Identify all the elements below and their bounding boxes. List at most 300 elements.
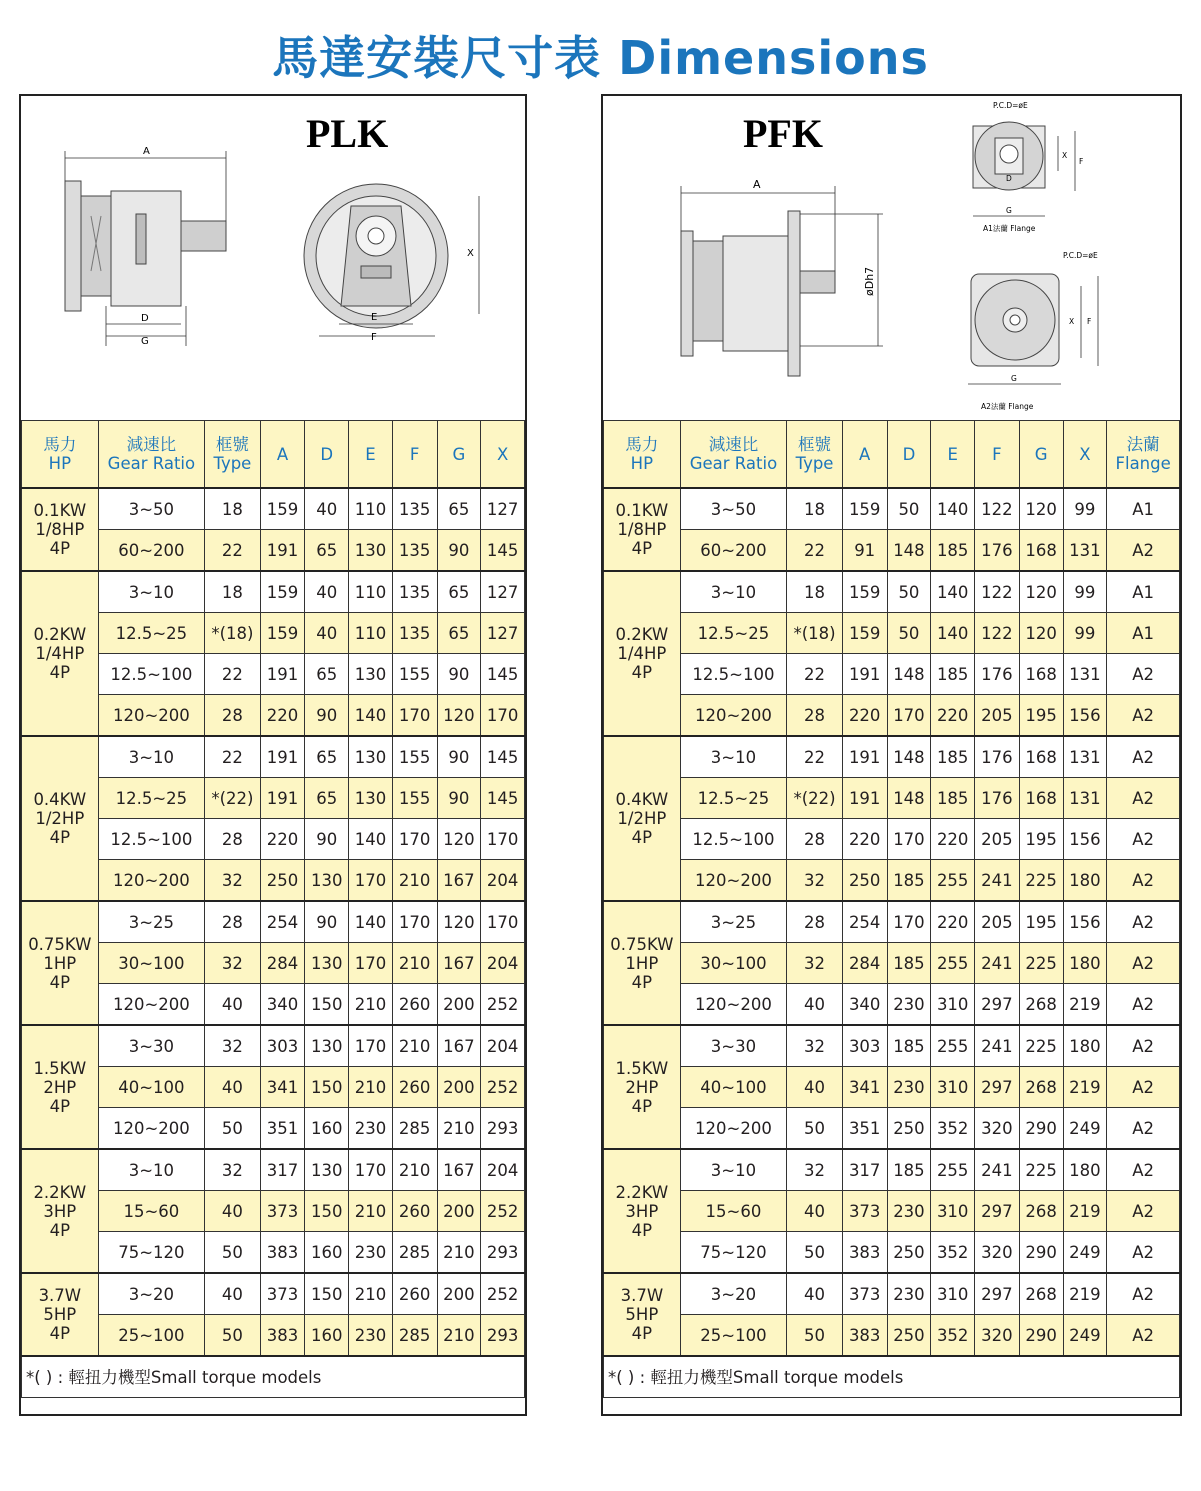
- table-cell: 12.5~25: [680, 613, 786, 654]
- hp-text: 3HP: [43, 1201, 77, 1221]
- table-row: [22, 901, 525, 943]
- table-cell: 230: [349, 1232, 393, 1274]
- table-cell: 140: [349, 901, 393, 943]
- table-cell: 30~100: [680, 943, 786, 984]
- table-cell: 168: [1019, 530, 1063, 572]
- table-cell: A1: [1107, 571, 1180, 613]
- table-cell: A1: [1107, 488, 1180, 530]
- table-cell: 167: [437, 1149, 481, 1191]
- table-cell: 210: [437, 1108, 481, 1150]
- table-cell: 252: [481, 1191, 525, 1232]
- table-cell: 159: [842, 571, 887, 613]
- table-row: [22, 488, 525, 530]
- table-cell: 130: [349, 530, 393, 572]
- table-cell: 176: [975, 736, 1020, 778]
- table-cell: 250: [842, 860, 887, 902]
- table-cell: *(18): [787, 613, 843, 654]
- table-row: [604, 571, 1180, 613]
- table-cell: 220: [842, 819, 887, 860]
- table-cell: 185: [887, 1149, 931, 1191]
- table-cell: 254: [260, 901, 305, 943]
- table-cell: 145: [481, 530, 525, 572]
- column-header-text: G: [1034, 444, 1048, 464]
- table-cell: A2: [1107, 1108, 1180, 1150]
- table-cell: 168: [1019, 654, 1063, 695]
- column-header: [205, 421, 261, 489]
- hp-text: 0.75KW: [28, 934, 92, 954]
- table-cell: 205: [975, 695, 1020, 737]
- table-cell: 135: [392, 488, 437, 530]
- table-cell: 170: [392, 901, 437, 943]
- table-cell: 210: [349, 1273, 393, 1315]
- table-cell: A2: [1107, 695, 1180, 737]
- table-cell: 341: [842, 1067, 887, 1108]
- hp-cell: [22, 1273, 99, 1356]
- column-header-text: D: [902, 444, 916, 464]
- table-cell: 25~100: [680, 1315, 786, 1357]
- table-cell: 40: [787, 1191, 843, 1232]
- table-row: [604, 1108, 1180, 1150]
- table-cell: 225: [1019, 943, 1063, 984]
- table-cell: 3~30: [680, 1025, 786, 1067]
- table-cell: 32: [787, 943, 843, 984]
- pfk-dimensions-table: [603, 420, 1180, 1398]
- table-cell: 310: [931, 984, 975, 1026]
- table-cell: 131: [1063, 654, 1107, 695]
- table-cell: 210: [392, 943, 437, 984]
- table-cell: 22: [205, 530, 261, 572]
- table-cell: 241: [975, 1149, 1020, 1191]
- table-cell: 185: [931, 736, 975, 778]
- table-cell: 185: [887, 860, 931, 902]
- table-cell: 90: [305, 901, 349, 943]
- table-cell: 225: [1019, 1025, 1063, 1067]
- table-row: [604, 778, 1180, 819]
- table-cell: 383: [842, 1315, 887, 1357]
- hp-text: 1/2HP: [617, 809, 667, 828]
- table-cell: A2: [1107, 1067, 1180, 1108]
- table-cell: 12.5~100: [98, 819, 204, 860]
- table-cell: 122: [975, 613, 1020, 654]
- pfk-dim-x-label-a2: X: [1069, 317, 1075, 326]
- table-cell: 110: [349, 571, 393, 613]
- table-cell: 65: [437, 488, 481, 530]
- table-cell: 250: [260, 860, 305, 902]
- hp-text: 0.4KW: [33, 790, 87, 809]
- table-cell: 303: [260, 1025, 305, 1067]
- table-cell: 200: [437, 1273, 481, 1315]
- table-cell: 260: [392, 1273, 437, 1315]
- table-cell: 180: [1063, 860, 1107, 902]
- table-cell: 176: [975, 778, 1020, 819]
- plk-dim-a-label: A: [143, 146, 150, 157]
- pfk-dim-d-label: D: [1006, 174, 1012, 183]
- table-cell: 268: [1019, 1067, 1063, 1108]
- table-cell: 285: [392, 1232, 437, 1274]
- column-header-text: Type: [213, 454, 252, 473]
- table-cell: 12.5~100: [680, 819, 786, 860]
- table-cell: 155: [392, 654, 437, 695]
- table-cell: 3~10: [680, 1149, 786, 1191]
- table-cell: 50: [787, 1232, 843, 1274]
- table-cell: 3~20: [680, 1273, 786, 1315]
- table-cell: A2: [1107, 1149, 1180, 1191]
- table-cell: 25~100: [98, 1315, 204, 1357]
- table-cell: 195: [1019, 695, 1063, 737]
- column-header: [1107, 421, 1180, 489]
- table-cell: 230: [349, 1315, 393, 1357]
- table-cell: 160: [305, 1108, 349, 1150]
- table-cell: 50: [205, 1108, 261, 1150]
- table-cell: 120: [1019, 488, 1063, 530]
- table-cell: 351: [842, 1108, 887, 1150]
- table-row: [604, 1067, 1180, 1108]
- table-cell: 156: [1063, 695, 1107, 737]
- table-cell: 159: [260, 488, 305, 530]
- table-cell: 383: [260, 1315, 305, 1357]
- table-cell: 40: [305, 571, 349, 613]
- hp-text: 4P: [49, 972, 71, 992]
- table-cell: 170: [349, 1025, 393, 1067]
- table-row: [604, 613, 1180, 654]
- table-cell: 131: [1063, 530, 1107, 572]
- table-cell: 145: [481, 654, 525, 695]
- table-cell: 40~100: [680, 1067, 786, 1108]
- table-cell: 40: [787, 984, 843, 1026]
- table-cell: 297: [975, 1191, 1020, 1232]
- plk-dim-x-label: X: [467, 248, 474, 259]
- table-cell: 22: [205, 654, 261, 695]
- hp-text: 4P: [631, 539, 653, 558]
- table-cell: 219: [1063, 1273, 1107, 1315]
- table-row: [22, 736, 525, 778]
- table-cell: 15~60: [98, 1191, 204, 1232]
- table-cell: 50: [887, 613, 931, 654]
- table-cell: 110: [349, 488, 393, 530]
- hp-cell: [604, 488, 681, 571]
- column-header: [1063, 421, 1107, 489]
- table-cell: 268: [1019, 1191, 1063, 1232]
- column-header: [392, 421, 437, 489]
- plk-dim-g-label: G: [141, 336, 149, 347]
- table-cell: 12.5~100: [680, 654, 786, 695]
- table-cell: 65: [437, 571, 481, 613]
- table-cell: 284: [842, 943, 887, 984]
- table-cell: 168: [1019, 736, 1063, 778]
- hp-text: 4P: [49, 1324, 71, 1343]
- table-cell: 90: [437, 778, 481, 819]
- table-cell: 28: [205, 819, 261, 860]
- column-header: [887, 421, 931, 489]
- table-cell: 204: [481, 1025, 525, 1067]
- table-cell: 130: [349, 654, 393, 695]
- column-header-text: Gear Ratio: [107, 454, 196, 473]
- hp-text: 4P: [49, 828, 71, 847]
- table-cell: 28: [787, 901, 843, 943]
- column-header-text: E: [365, 444, 376, 464]
- footnote: *( ) : 輕扭力機型Small torque models: [604, 1356, 1180, 1398]
- table-cell: 140: [349, 695, 393, 737]
- table-cell: 220: [260, 695, 305, 737]
- table-cell: 180: [1063, 1025, 1107, 1067]
- table-cell: 191: [260, 530, 305, 572]
- table-row: [604, 654, 1180, 695]
- hp-text: 5HP: [43, 1305, 77, 1324]
- table-cell: 40: [205, 984, 261, 1026]
- table-cell: 12.5~100: [98, 654, 204, 695]
- pfk-dim-x-label-a1: X: [1062, 151, 1068, 160]
- hp-text: 1/8HP: [35, 520, 85, 539]
- table-cell: 170: [887, 819, 931, 860]
- table-cell: 30~100: [98, 943, 204, 984]
- hp-text: 2.2KW: [33, 1182, 87, 1202]
- table-cell: 32: [787, 1149, 843, 1191]
- table-cell: 352: [931, 1108, 975, 1150]
- pfk-dim-g-label-a1: G: [1006, 206, 1012, 215]
- table-cell: 159: [260, 571, 305, 613]
- table-cell: 60~200: [680, 530, 786, 572]
- table-cell: 28: [787, 819, 843, 860]
- hp-cell: [604, 1273, 681, 1356]
- table-row: [604, 1315, 1180, 1357]
- table-cell: 120~200: [680, 984, 786, 1026]
- table-cell: A2: [1107, 1232, 1180, 1274]
- table-cell: 320: [975, 1232, 1020, 1274]
- hp-text: 0.75KW: [610, 934, 674, 954]
- table-cell: 290: [1019, 1232, 1063, 1274]
- table-cell: 140: [349, 819, 393, 860]
- table-cell: 65: [305, 654, 349, 695]
- table-cell: 28: [205, 695, 261, 737]
- column-header-text: A: [276, 444, 289, 464]
- column-header-text: HP: [48, 454, 72, 473]
- column-header-text: Flange: [1115, 454, 1171, 473]
- hp-cell: [22, 1149, 99, 1273]
- hp-text: 1/8HP: [617, 520, 667, 539]
- table-cell: 230: [887, 1273, 931, 1315]
- table-row: [22, 1273, 525, 1315]
- table-cell: 268: [1019, 984, 1063, 1026]
- table-cell: 340: [260, 984, 305, 1026]
- column-header-text: 框號: [798, 435, 832, 454]
- column-header-text: HP: [630, 454, 654, 473]
- table-cell: 90: [305, 695, 349, 737]
- table-cell: A2: [1107, 943, 1180, 984]
- table-cell: 204: [481, 1149, 525, 1191]
- table-cell: 176: [975, 654, 1020, 695]
- column-header: [437, 421, 481, 489]
- hp-cell: [22, 1025, 99, 1149]
- table-row: [604, 819, 1180, 860]
- table-cell: 122: [975, 571, 1020, 613]
- table-cell: *(22): [787, 778, 843, 819]
- pfk-dim-f-label-a1: F: [1079, 157, 1084, 166]
- table-cell: 155: [392, 778, 437, 819]
- table-cell: 219: [1063, 1067, 1107, 1108]
- table-cell: A2: [1107, 1273, 1180, 1315]
- pfk-dim-f-label-a2: F: [1087, 317, 1092, 326]
- hp-cell: [22, 488, 99, 571]
- table-cell: 220: [931, 819, 975, 860]
- table-cell: 341: [260, 1067, 305, 1108]
- table-cell: 130: [305, 1149, 349, 1191]
- hp-cell: [604, 901, 681, 1025]
- table-cell: 170: [481, 695, 525, 737]
- table-row: [604, 901, 1180, 943]
- table-cell: 12.5~25: [98, 613, 204, 654]
- table-cell: 297: [975, 1273, 1020, 1315]
- table-cell: 250: [887, 1232, 931, 1274]
- table-cell: 150: [305, 984, 349, 1026]
- table-cell: 205: [975, 901, 1020, 943]
- table-cell: 268: [1019, 1273, 1063, 1315]
- table-cell: 200: [437, 1067, 481, 1108]
- column-header: [349, 421, 393, 489]
- table-cell: 170: [887, 695, 931, 737]
- hp-text: 4P: [631, 1096, 653, 1116]
- table-cell: 303: [842, 1025, 887, 1067]
- table-cell: 373: [842, 1191, 887, 1232]
- hp-text: 4P: [631, 972, 653, 992]
- table-row: [22, 1025, 525, 1067]
- table-cell: 40: [205, 1273, 261, 1315]
- table-cell: 191: [260, 736, 305, 778]
- table-cell: 252: [481, 1067, 525, 1108]
- pfk-dim-g-label-a2: G: [1011, 374, 1017, 383]
- table-cell: 18: [787, 488, 843, 530]
- table-cell: A2: [1107, 1191, 1180, 1232]
- hp-text: 2.2KW: [615, 1182, 669, 1202]
- table-cell: 159: [842, 613, 887, 654]
- table-cell: 383: [842, 1232, 887, 1274]
- table-cell: 32: [205, 943, 261, 984]
- table-cell: 297: [975, 1067, 1020, 1108]
- table-cell: 150: [305, 1191, 349, 1232]
- table-cell: 285: [392, 1108, 437, 1150]
- table-cell: 249: [1063, 1108, 1107, 1150]
- table-cell: 220: [931, 695, 975, 737]
- table-cell: 320: [975, 1108, 1020, 1150]
- plk-dim-d-label: D: [141, 313, 149, 324]
- table-cell: 122: [975, 488, 1020, 530]
- hp-text: 4P: [631, 663, 653, 682]
- table-cell: 255: [931, 943, 975, 984]
- hp-text: 1.5KW: [615, 1058, 669, 1078]
- table-cell: 220: [842, 695, 887, 737]
- table-row: [604, 943, 1180, 984]
- table-cell: 50: [205, 1315, 261, 1357]
- hp-text: 1/2HP: [35, 809, 85, 828]
- table-cell: 65: [305, 530, 349, 572]
- footnote: *( ) : 輕扭力機型Small torque models: [22, 1356, 525, 1398]
- table-cell: A2: [1107, 860, 1180, 902]
- hp-text: 0.1KW: [615, 501, 669, 520]
- table-cell: 195: [1019, 901, 1063, 943]
- column-header-text: D: [320, 444, 334, 464]
- table-cell: *(18): [205, 613, 261, 654]
- hp-text: 2HP: [625, 1077, 659, 1097]
- table-cell: 285: [392, 1315, 437, 1357]
- table-cell: 230: [349, 1108, 393, 1150]
- table-cell: 185: [931, 778, 975, 819]
- column-header-text: 法蘭: [1126, 435, 1160, 454]
- table-cell: 140: [931, 613, 975, 654]
- column-header: [842, 421, 887, 489]
- table-cell: 32: [205, 1149, 261, 1191]
- table-cell: 22: [205, 736, 261, 778]
- pfk-model-title: PFK: [743, 111, 823, 156]
- table-cell: 205: [975, 819, 1020, 860]
- plk-model-title: PLK: [306, 111, 389, 156]
- pfk-a2-caption: A2法蘭 Flange: [981, 402, 1034, 411]
- hp-cell: [22, 571, 99, 736]
- table-cell: 40~100: [98, 1067, 204, 1108]
- hp-text: 4P: [631, 1324, 653, 1343]
- hp-text: 1/4HP: [35, 644, 85, 663]
- table-cell: 167: [437, 860, 481, 902]
- table-cell: A2: [1107, 901, 1180, 943]
- table-cell: 50: [887, 571, 931, 613]
- hp-text: 4P: [631, 1220, 653, 1240]
- table-cell: 3~10: [680, 736, 786, 778]
- table-cell: 15~60: [680, 1191, 786, 1232]
- table-cell: A2: [1107, 1315, 1180, 1357]
- column-header-text: A: [859, 444, 871, 464]
- table-cell: 383: [260, 1232, 305, 1274]
- table-cell: A2: [1107, 530, 1180, 572]
- table-cell: 120: [437, 901, 481, 943]
- table-cell: 185: [887, 943, 931, 984]
- table-cell: 22: [787, 530, 843, 572]
- table-cell: 148: [887, 654, 931, 695]
- table-cell: 3~30: [98, 1025, 204, 1067]
- table-cell: 140: [931, 488, 975, 530]
- table-row: [604, 736, 1180, 778]
- table-cell: 170: [481, 819, 525, 860]
- table-cell: 249: [1063, 1315, 1107, 1357]
- table-cell: 210: [437, 1232, 481, 1274]
- table-cell: 32: [787, 1025, 843, 1067]
- table-cell: 18: [205, 571, 261, 613]
- column-header: [98, 421, 204, 489]
- table-cell: 90: [305, 819, 349, 860]
- table-cell: 32: [205, 1025, 261, 1067]
- table-cell: 120: [1019, 571, 1063, 613]
- table-cell: 180: [1063, 1149, 1107, 1191]
- plk-dimensions-table: [21, 420, 525, 1398]
- pfk-diagram: [603, 96, 1182, 422]
- hp-cell: [604, 736, 681, 901]
- table-cell: 293: [481, 1108, 525, 1150]
- table-cell: 204: [481, 943, 525, 984]
- pfk-pcd-label-a1: P.C.D=øE: [993, 101, 1028, 110]
- table-cell: 195: [1019, 819, 1063, 860]
- table-cell: 150: [305, 1067, 349, 1108]
- table-row: [604, 1232, 1180, 1274]
- table-cell: 260: [392, 984, 437, 1026]
- table-cell: 373: [260, 1273, 305, 1315]
- table-row: [604, 1191, 1180, 1232]
- table-cell: 230: [887, 984, 931, 1026]
- column-header-text: G: [452, 444, 466, 464]
- table-cell: 254: [842, 901, 887, 943]
- table-cell: 32: [205, 860, 261, 902]
- table-cell: 191: [260, 778, 305, 819]
- table-cell: 130: [305, 943, 349, 984]
- table-cell: 65: [437, 613, 481, 654]
- hp-text: 1/4HP: [617, 644, 667, 663]
- table-cell: 99: [1063, 613, 1107, 654]
